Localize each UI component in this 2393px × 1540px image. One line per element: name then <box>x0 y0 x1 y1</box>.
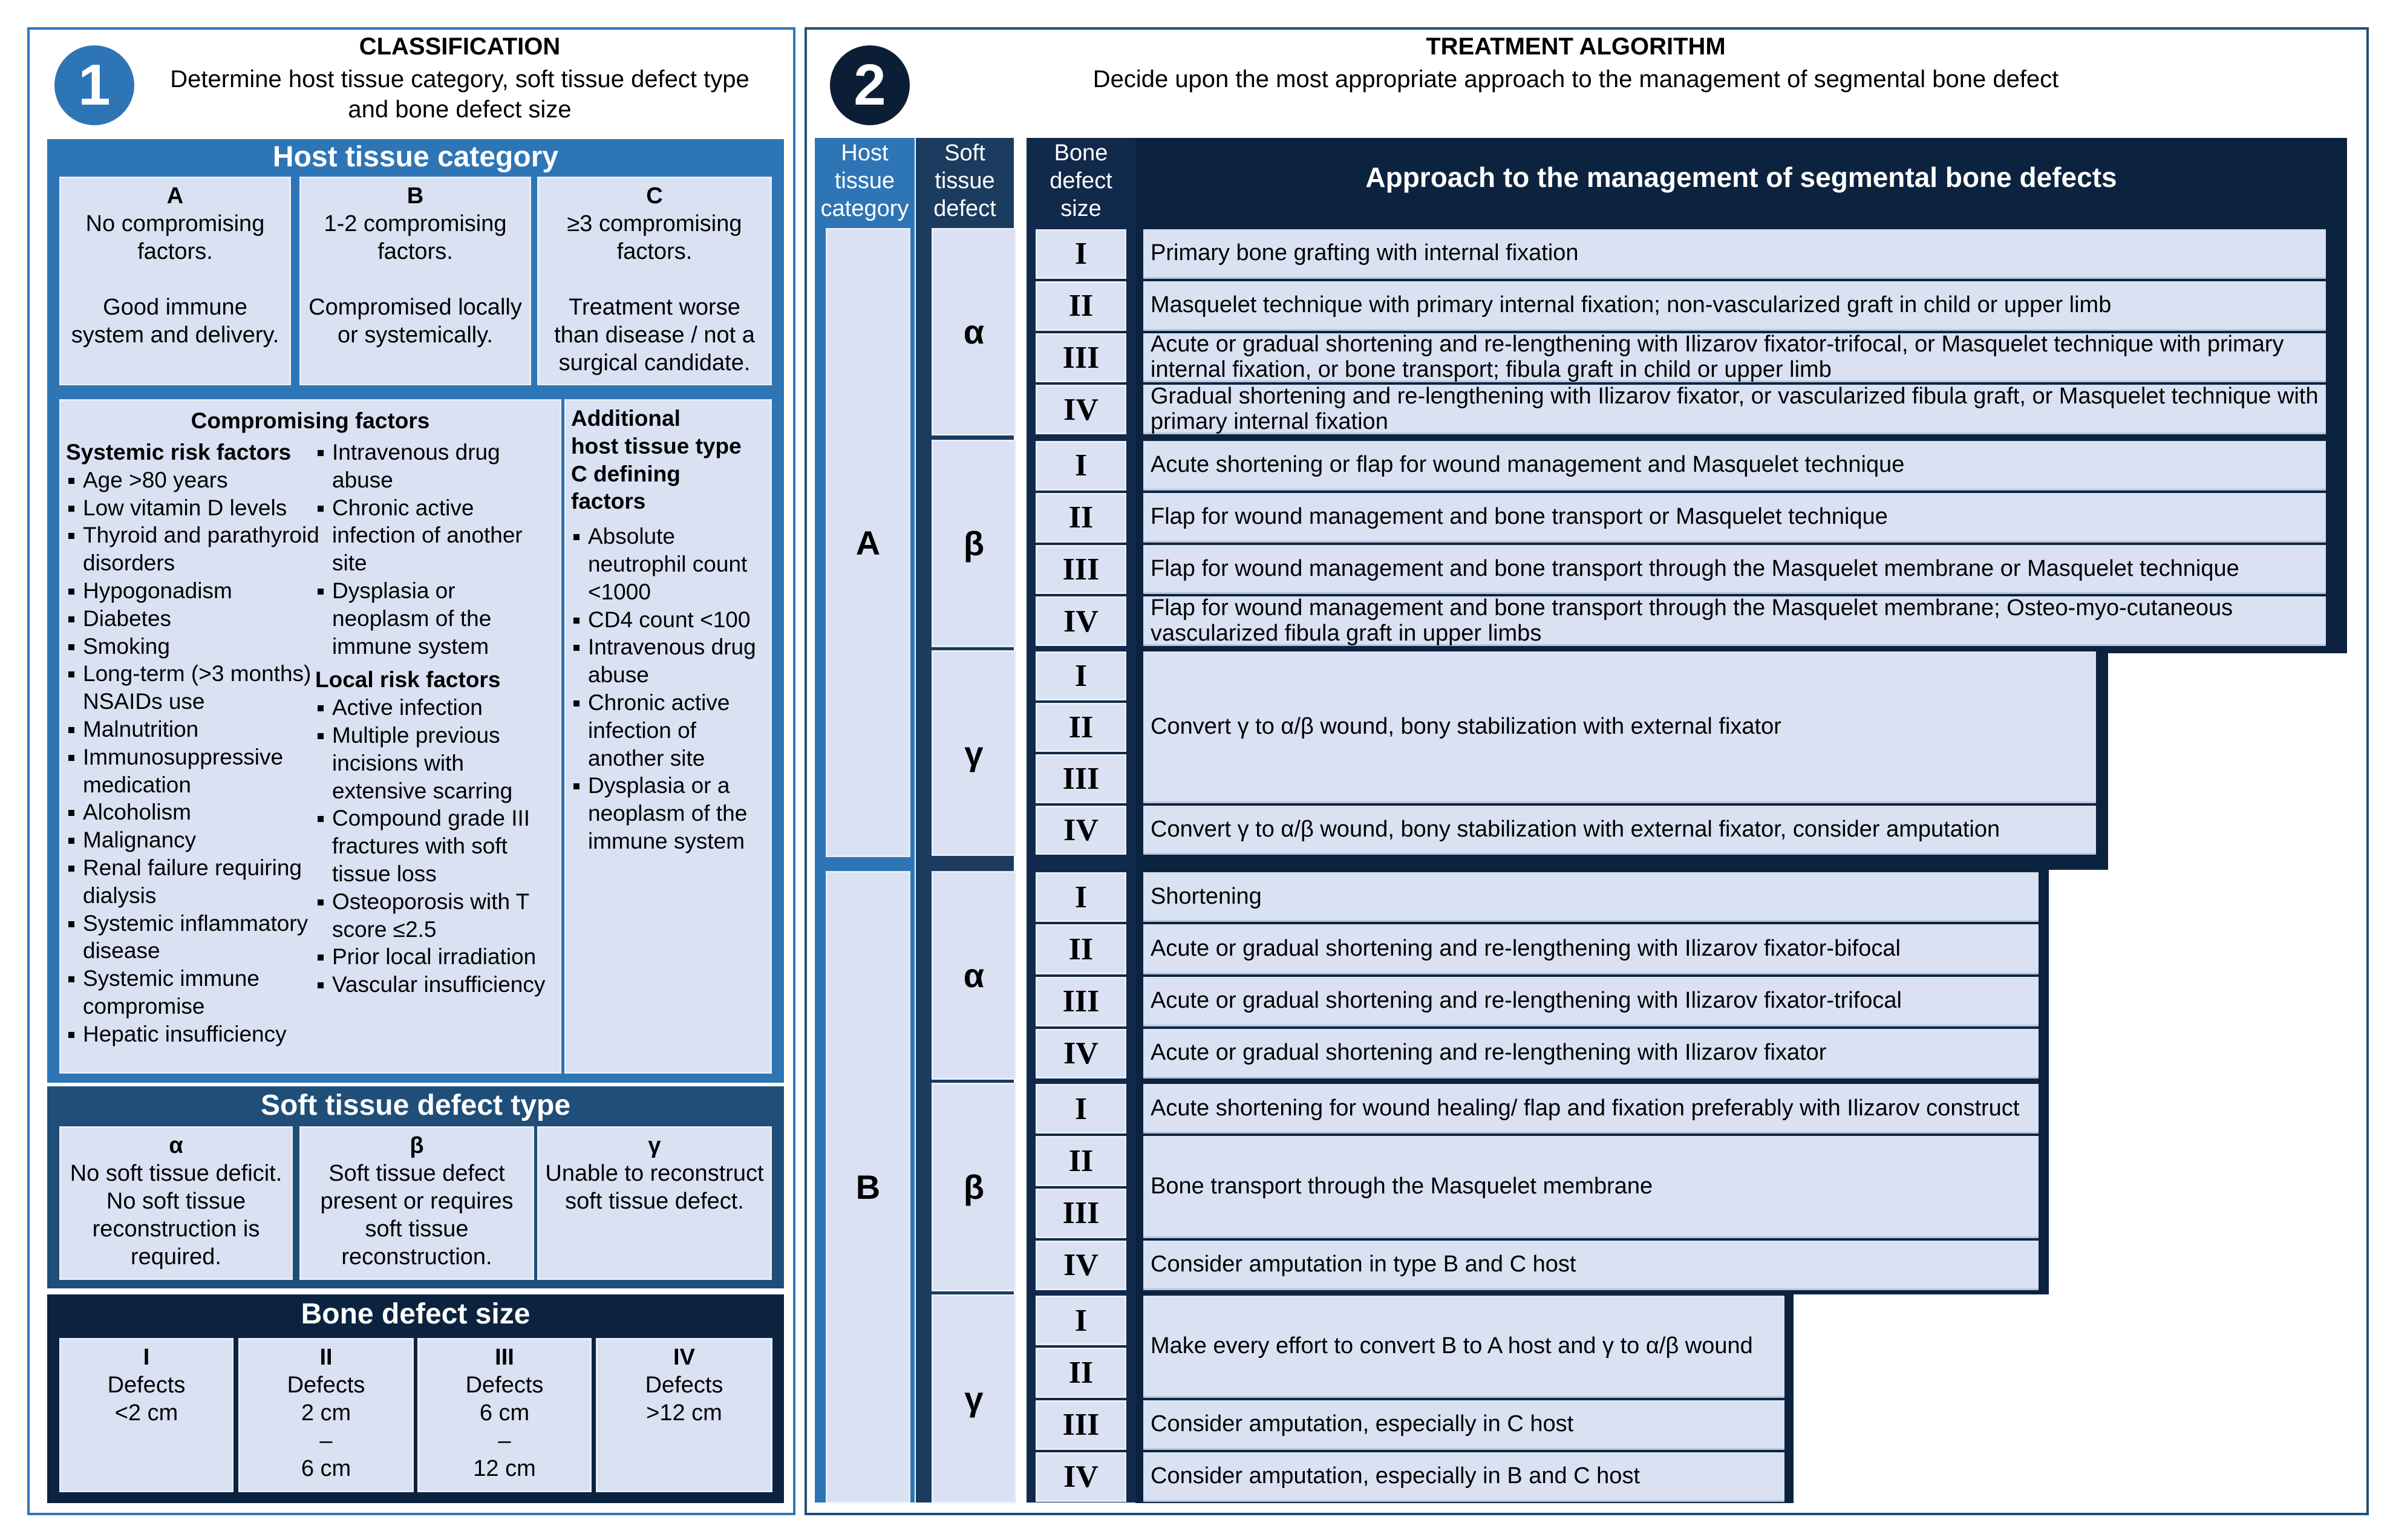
bone-size-cell: I <box>1036 441 1126 491</box>
box-line: No soft tissue deficit. <box>70 1161 282 1186</box>
host-category-b <box>299 177 531 385</box>
bone-size-cell: III <box>1036 545 1126 595</box>
classification-title: CLASSIFICATION <box>359 33 561 60</box>
host-column-header: Host tissue category <box>820 140 909 221</box>
approach-text: Shortening <box>1151 883 1262 909</box>
box-line: reconstruction is <box>92 1216 260 1242</box>
list-item: Smoking <box>66 633 320 661</box>
bone-size-cell: I <box>1036 651 1126 700</box>
approach-cell <box>1143 1084 2039 1134</box>
bone-size-cell: II <box>1036 703 1126 752</box>
box-line: Good immune <box>103 295 247 320</box>
bone-size-cell: II <box>1036 1348 1126 1397</box>
list-item: Intravenous drug abuse <box>571 633 765 689</box>
box-line <box>61 266 289 293</box>
approach-cell <box>1143 806 2096 855</box>
box-line: system and delivery. <box>71 322 279 348</box>
bone-size-cell: IV <box>1036 1241 1126 1290</box>
box-line: 12 cm <box>473 1456 536 1481</box>
box-line <box>301 266 529 293</box>
bone-size-cell: II <box>1036 281 1126 331</box>
host-tissue-title: Host tissue category <box>272 141 559 173</box>
step-2-badge: 2 <box>830 45 910 125</box>
bone-defect-title: Bone defect size <box>301 1298 531 1330</box>
host-category-a <box>59 177 291 385</box>
box-line: >12 cm <box>646 1400 722 1426</box>
bone-defect-size-i <box>59 1338 233 1492</box>
approach-cell <box>1143 493 2326 543</box>
additional-title-line: Additional <box>571 406 681 431</box>
box-line: soft tissue defect. <box>565 1189 744 1214</box>
approach-text: Make every effort to convert B to A host and γ to α/β wound <box>1151 1333 1753 1359</box>
approach-text: Consider amputation, especially in B and C host <box>1151 1463 1640 1489</box>
bone-size-cell: IV <box>1036 1452 1126 1502</box>
host-cell-a: A <box>826 228 910 857</box>
bone-defect-size-iv <box>596 1338 772 1492</box>
box-line: reconstruction. <box>341 1244 492 1270</box>
bone-size-cell: IV <box>1036 596 1126 646</box>
soft-tissue-cell-5: β <box>932 1083 1016 1291</box>
approach-cell <box>1143 229 2326 279</box>
box-line: Defects <box>287 1372 365 1398</box>
approach-text: Primary bone grafting with internal fixation <box>1151 240 1579 266</box>
systemic-risk-list <box>66 466 320 1048</box>
list-item: Active infection <box>315 694 557 722</box>
box-line: factors. <box>137 239 213 264</box>
approach-cell <box>1143 1241 2039 1290</box>
additional-title-line: C defining <box>571 461 681 486</box>
approach-cell <box>1143 977 2039 1026</box>
approach-text: Flap for wound management and bone transport through the Masquelet membrane; Osteo-myo-cutaneous vascularized fibula graft in upper limbs <box>1151 595 2233 646</box>
soft-tissue-cell-2: β <box>932 440 1016 647</box>
approach-text: Consider amputation in type B and C host <box>1151 1251 1576 1277</box>
box-line: soft tissue <box>365 1216 469 1242</box>
box-line: 1-2 compromising <box>324 211 507 237</box>
approach-text: Acute shortening or flap for wound management and Masquelet technique <box>1151 452 1905 478</box>
additional-title-line: factors <box>571 489 646 514</box>
approach-text: Masquelet technique with primary internal fixation; non-vascularized graft in child or upper limb <box>1151 292 2112 318</box>
bone-size-cell: III <box>1036 977 1126 1026</box>
list-item: Systemic inflammatory disease <box>66 910 320 965</box>
list-item: Immunosuppressive medication <box>66 743 320 799</box>
list-item: Vascular insufficiency <box>315 971 557 999</box>
bone-size-cell: III <box>1036 1189 1126 1238</box>
bone-size-cell: II <box>1036 493 1126 543</box>
local-risk-list <box>315 694 557 999</box>
bone-size-cell: IV <box>1036 385 1126 434</box>
additional-factors-list <box>571 523 765 855</box>
additional-title-line: host tissue type <box>571 433 742 458</box>
list-item: Absolute neutrophil count <1000 <box>571 523 765 605</box>
box-line: 6 cm <box>301 1456 351 1481</box>
box-line: Defects <box>465 1372 544 1398</box>
approach-cell <box>1143 545 2326 595</box>
bone-size-cell: III <box>1036 333 1126 383</box>
approach-cell <box>1143 872 2039 922</box>
soft-tissue-cell-4: α <box>932 871 1016 1080</box>
host-cell-b: B <box>826 871 910 1503</box>
soft-tissue-title: Soft tissue defect type <box>260 1089 571 1121</box>
bone-size-cell: I <box>1036 1084 1126 1134</box>
additional-factors-title <box>571 405 765 515</box>
list-item: Intravenous drug abuse <box>315 439 557 494</box>
approach-text: Convert γ to α/β wound, bony stabilization with external fixator <box>1151 714 1781 739</box>
approach-cell <box>1143 651 2096 803</box>
bone-size-cell: I <box>1036 872 1126 922</box>
host-category-c <box>537 177 772 385</box>
additional-factors-box <box>564 399 772 1074</box>
box-line: Treatment worse <box>569 295 740 320</box>
list-item: Dysplasia or a neoplasm of the immune system <box>571 772 765 855</box>
list-item: Hypogonadism <box>66 577 320 605</box>
list-item: Thyroid and parathyroid disorders <box>66 521 320 577</box>
list-item: Diabetes <box>66 605 320 633</box>
approach-cell <box>1143 924 2039 974</box>
soft-tissue-code: α <box>169 1133 183 1158</box>
approach-cell <box>1143 1400 1784 1450</box>
list-item: Osteoporosis with T score ≤2.5 <box>315 888 557 944</box>
list-item: Chronic active infection of another site <box>571 689 765 772</box>
box-line: or systemically. <box>338 322 493 348</box>
host-category-code: A <box>166 183 184 209</box>
host-category-code: C <box>646 183 663 209</box>
soft-column-header: Soft tissue defect <box>933 140 996 221</box>
box-line: factors. <box>616 239 693 264</box>
bone-defect-size-iii <box>417 1338 592 1492</box>
approach-cell <box>1143 1029 2039 1078</box>
classification-subtitle: Determine host tissue category, soft tissue defect type and bone defect size <box>170 66 749 123</box>
box-line: – <box>498 1428 511 1454</box>
box-line: Compromised locally <box>309 295 522 320</box>
compromising-factors-box <box>59 399 561 1074</box>
list-item: Long-term (>3 months) NSAIDs use <box>66 660 320 716</box>
list-item: Renal failure requiring dialysis <box>66 854 320 910</box>
approach-text: Acute shortening for wound healing/ flap and fixation preferably with Ilizarov construct <box>1151 1095 2020 1121</box>
list-item: Age >80 years <box>66 466 320 494</box>
approach-cell <box>1143 596 2326 646</box>
bone-size-cell: IV <box>1036 806 1126 855</box>
bone-size-cell: II <box>1036 924 1126 974</box>
list-item: Alcoholism <box>66 798 320 826</box>
approach-cell <box>1143 333 2326 383</box>
box-line: 2 cm <box>301 1400 351 1426</box>
local-risk-title: Local risk factors <box>315 667 501 693</box>
soft-tissue-type-3 <box>537 1126 772 1280</box>
list-item: Malnutrition <box>66 716 320 743</box>
box-line: No compromising <box>85 211 265 237</box>
box-line: present or requires <box>320 1189 514 1214</box>
soft-tissue-cell-1: α <box>932 228 1016 436</box>
box-line: Soft tissue defect <box>328 1161 505 1186</box>
treatment-title: TREATMENT ALGORITHM <box>1426 33 1726 60</box>
approach-text: Acute or gradual shortening and re-lengthening with Ilizarov fixator-trifocal <box>1151 988 1902 1014</box>
box-line: <2 cm <box>114 1400 178 1426</box>
compromising-factors-title: Compromising factors <box>191 408 430 433</box>
box-line: ≥3 compromising <box>567 211 742 237</box>
list-item: Multiple previous incisions with extensive scarring <box>315 722 557 804</box>
box-line: required. <box>131 1244 221 1270</box>
soft-tissue-type-1 <box>59 1126 293 1280</box>
approach-text: Flap for wound management and bone transport through the Masquelet membrane or Masquelet technique <box>1151 555 2239 581</box>
approach-column-header: Approach to the management of segmental bone defects <box>1365 162 2117 193</box>
bone-size-cell: II <box>1036 1136 1126 1186</box>
soft-tissue-code: γ <box>648 1133 661 1158</box>
box-line: than disease / not a <box>554 322 755 348</box>
box-line: surgical candidate. <box>558 350 751 376</box>
bone-size-cell: I <box>1036 1296 1126 1345</box>
list-item: Compound grade III fractures with soft tissue loss <box>315 804 557 887</box>
soft-tissue-type-2 <box>299 1126 534 1280</box>
box-line: factors. <box>377 239 453 264</box>
approach-text: Acute or gradual shortening and re-lengthening with Ilizarov fixator-trifocal, or Masquelet technique with primary internal fixation, or bone transport; fibula graft in child or upper limb <box>1151 331 2284 382</box>
bone-defect-code: III <box>495 1345 514 1370</box>
approach-text: Acute or gradual shortening and re-lengthening with Ilizarov fixator-bifocal <box>1151 935 1901 961</box>
approach-cell <box>1143 281 2326 331</box>
bone-size-cell: I <box>1036 229 1126 279</box>
soft-tissue-cell-6: γ <box>932 1294 1016 1503</box>
soft-tissue-code: β <box>410 1133 424 1158</box>
approach-cell <box>1143 441 2326 491</box>
bone-size-cell: III <box>1036 1400 1126 1450</box>
list-item: Malignancy <box>66 826 320 854</box>
list-item: Chronic active infection of another site <box>315 494 557 577</box>
bone-defect-code: I <box>143 1345 150 1370</box>
box-line: – <box>319 1428 333 1454</box>
list-item: Low vitamin D levels <box>66 494 320 522</box>
systemic-risk-title: Systemic risk factors <box>66 440 292 465</box>
host-category-code: B <box>406 183 424 209</box>
list-item: CD4 count <100 <box>571 606 765 634</box>
approach-text: Acute or gradual shortening and re-lengthening with Ilizarov fixator <box>1151 1040 1827 1066</box>
bone-column-header: Bone defect size <box>1050 140 1112 221</box>
box-line: No soft tissue <box>106 1189 246 1214</box>
bone-size-cell: IV <box>1036 1029 1126 1078</box>
list-item: Dysplasia or neoplasm of the immune system <box>315 577 557 660</box>
list-item: Hepatic insufficiency <box>66 1020 320 1048</box>
soft-tissue-cell-3: γ <box>932 650 1016 856</box>
approach-text: Gradual shortening and re-lengthening with Ilizarov fixator, or vascularized fibula graft, or Masquelet technique with primary internal fixation <box>1151 383 2319 434</box>
treatment-subtitle: Decide upon the most appropriate approach to the management of segmental bone defect <box>1092 66 2059 93</box>
approach-text: Convert γ to α/β wound, bony stabilization with external fixator, consider amputation <box>1151 817 2000 842</box>
approach-cell <box>1143 1136 2039 1238</box>
approach-text: Flap for wound management and bone transport or Masquelet technique <box>1151 504 1888 530</box>
bone-defect-code: II <box>319 1345 333 1370</box>
bone-defect-code: IV <box>673 1345 695 1370</box>
step-1-badge: 1 <box>54 45 134 125</box>
box-line: 6 cm <box>479 1400 530 1426</box>
bone-size-cell: III <box>1036 754 1126 803</box>
approach-text: Consider amputation, especially in C host <box>1151 1411 1574 1437</box>
systemic-risk-list-continued <box>315 439 557 660</box>
approach-cell <box>1143 1296 1784 1398</box>
box-line: Unable to reconstruct <box>545 1161 764 1186</box>
box-line <box>539 266 770 293</box>
box-line: Defects <box>107 1372 186 1398</box>
bone-defect-size-ii <box>238 1338 414 1492</box>
list-item: Systemic immune compromise <box>66 965 320 1020</box>
approach-cell <box>1143 1452 1784 1502</box>
approach-text: Bone transport through the Masquelet membrane <box>1151 1173 1653 1199</box>
list-item: Prior local irradiation <box>315 943 557 971</box>
approach-cell <box>1143 385 2326 434</box>
box-line: Defects <box>645 1372 723 1398</box>
